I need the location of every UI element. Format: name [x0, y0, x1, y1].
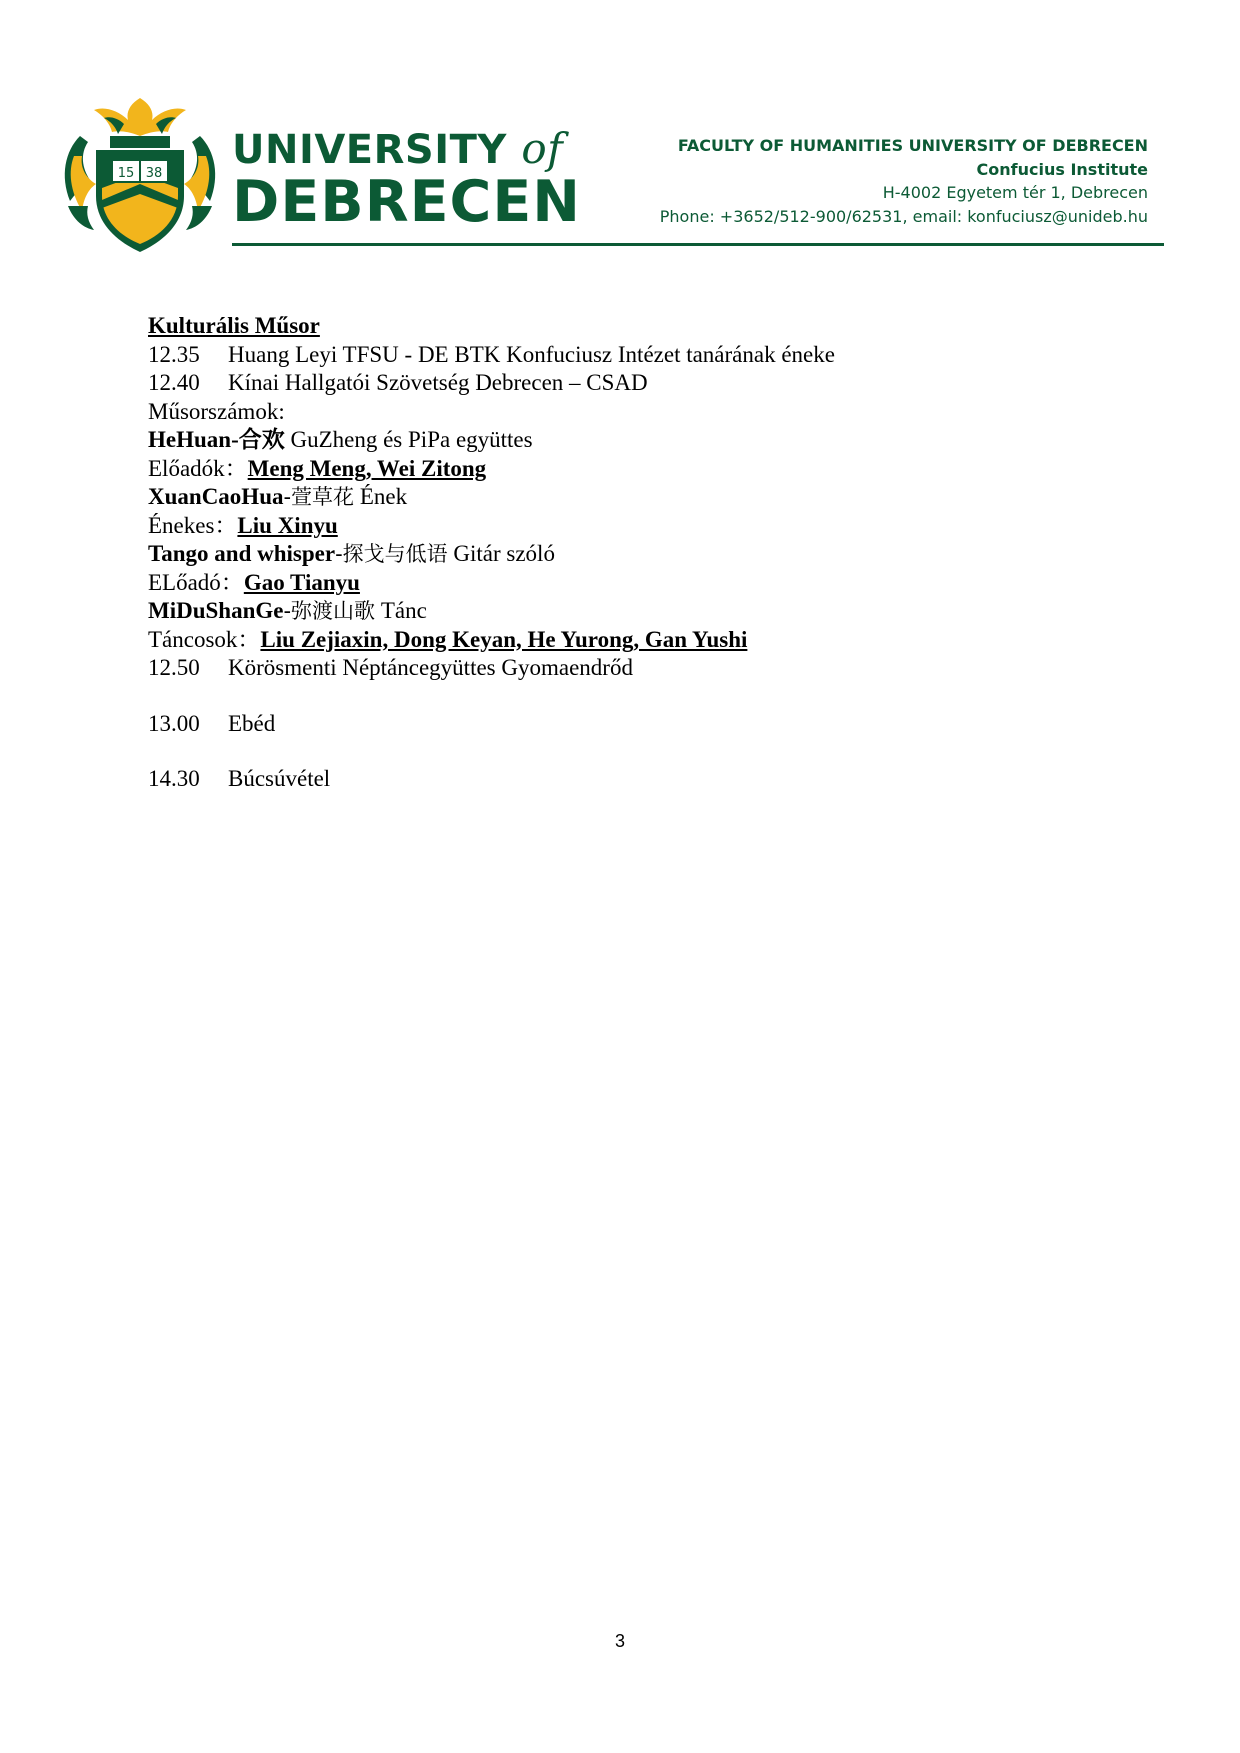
program-text: Huang Leyi TFSU - DE BTK Konfuciusz Intézet tanárának éneke	[228, 341, 835, 367]
program-item	[148, 341, 1108, 370]
wordmark-of: of	[521, 124, 564, 173]
wordmark-debrecen: DEBRECEN	[232, 169, 581, 235]
header-divider	[232, 243, 1164, 246]
act-name: Tango and whisper	[148, 541, 336, 566]
performer-names: Liu Xinyu	[237, 512, 338, 538]
act-title	[148, 540, 1108, 569]
performer-names: Gao Tianyu	[243, 569, 360, 595]
program-time: 14.30	[148, 766, 200, 791]
program-item	[148, 765, 1108, 794]
crest-year-left: 15	[117, 166, 135, 181]
wordmark-university: UNIVERSITY	[232, 127, 507, 173]
act-performers	[148, 569, 1108, 598]
university-wordmark	[232, 124, 581, 235]
performer-names: Meng Meng, Wei Zitong	[247, 455, 487, 481]
act-performers	[148, 512, 1108, 541]
crest-year-right: 38	[145, 166, 163, 181]
program-time: 12.35	[148, 341, 200, 367]
program-text: Körösmenti Néptáncegyüttes Gyomaendrőd	[228, 655, 633, 680]
page-number: 3	[614, 1631, 625, 1651]
act-description: GuZheng és PiPa együttes	[284, 427, 533, 452]
act-performers	[148, 455, 1108, 484]
act-chinese-name: -探戈与低语	[335, 542, 448, 566]
program-item	[148, 369, 1108, 398]
act-title	[148, 426, 1108, 455]
act-description: Tánc	[375, 598, 427, 623]
program-item	[148, 654, 1108, 683]
act-role: Előadók：	[148, 455, 248, 481]
program-content	[148, 312, 1108, 794]
act-description: Ének	[354, 484, 408, 509]
act-performers	[148, 626, 1108, 655]
institute-name: Confucius Institute	[976, 159, 1148, 179]
act-description: Gitár szóló	[447, 541, 555, 566]
act-role: ELőadó：	[148, 569, 244, 595]
section-title: Kulturális Műsor	[148, 313, 320, 338]
performer-names: Liu Zejiaxin, Dong Keyan, He Yurong, Gan Yushi	[260, 626, 748, 652]
program-time: 12.50	[148, 655, 200, 680]
program-text: Búcsúvétel	[228, 766, 331, 791]
act-name: HeHuan-合欢	[148, 427, 285, 452]
university-crest-logo	[60, 96, 220, 254]
program-time: 13.00	[148, 710, 200, 736]
act-name: MiDuShanGe	[148, 598, 284, 623]
contact-line: Phone: +3652/512-900/62531, email: konfuciusz@unideb.hu	[659, 206, 1148, 226]
program-time: 12.40	[148, 370, 200, 395]
act-role: Táncosok：	[148, 626, 261, 652]
header-contact-block	[660, 134, 1148, 228]
address-line: H-4002 Egyetem tér 1, Debrecen	[882, 183, 1148, 202]
program-item	[148, 710, 1108, 739]
act-role: Énekes：	[148, 512, 238, 538]
faculty-name: FACULTY OF HUMANITIES UNIVERSITY OF DEBRECEN	[677, 136, 1148, 155]
program-text: Kínai Hallgatói Szövetség Debrecen – CSAD	[228, 370, 648, 395]
numbers-label: Műsorszámok:	[148, 398, 285, 424]
act-chinese-name: -弥渡山歌	[283, 599, 376, 623]
act-title	[148, 483, 1108, 512]
act-name: XuanCaoHua	[148, 484, 284, 509]
wordmark-line-1	[232, 124, 581, 173]
act-chinese-name: -萱草花	[283, 485, 355, 509]
act-title	[148, 597, 1108, 626]
program-text: Ebéd	[228, 710, 276, 736]
